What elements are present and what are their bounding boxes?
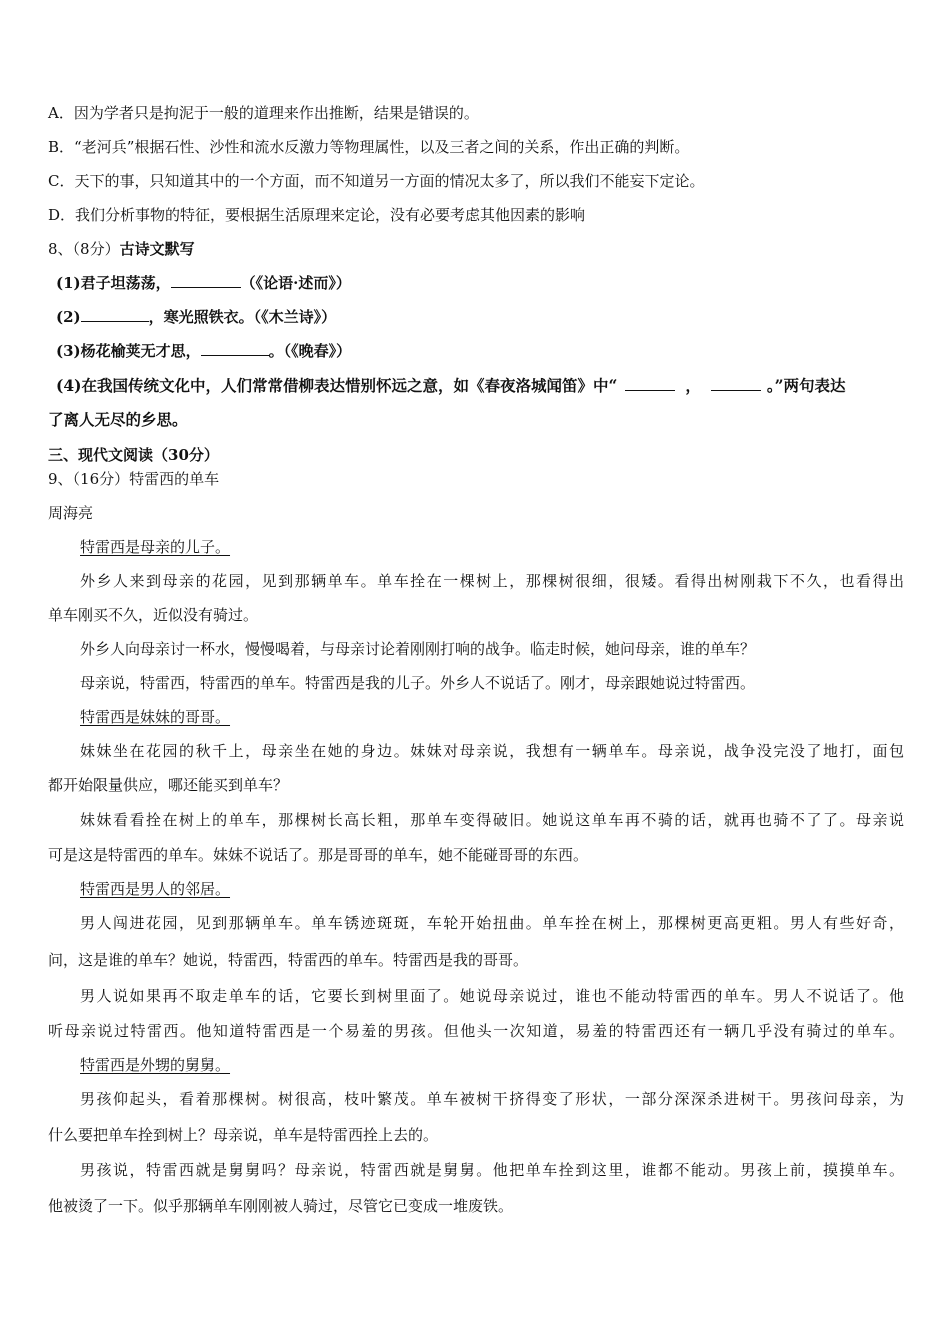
paragraph-5-line-1: 妹妹看看拴在树上的单车，那棵树长高长粗，那单车变得破旧。她说这单车再不骑的话，就再也骑不了了。母亲说: [80, 811, 904, 829]
option-b: B．“老河兵”根据石性、沙性和流水反激力等物理属性，以及三者之间的关系，作出正确的判断。: [48, 138, 690, 156]
dictation-item-1: [56, 273, 351, 293]
dictation-item-4-ending: 。”两句表达: [766, 376, 846, 395]
paragraph-9-line-2: 他被烫了一下。似乎那辆单车刚刚被人骑过，尽管它已变成一堆废铁。: [48, 1197, 514, 1215]
paragraph-2: 外乡人向母亲讨一杯水，慢慢喝着，与母亲讨论着刚刚打响的战争。临走时候，她问母亲，谁的单车？: [80, 640, 756, 658]
answer-blank[interactable]: [171, 273, 241, 288]
paragraph-1-line-2: 单车刚买不久，近似没有骑过。: [48, 606, 259, 624]
dictation-item-4-comma: ，: [685, 376, 701, 395]
question-8-heading: [48, 239, 195, 259]
option-a: A．因为学者只是拘泥于一般的道理来作出推断，结果是错误的。: [48, 104, 479, 122]
option-d: D．我们分析事物的特征，要根据生活原理来定论，没有必要考虑其他因素的影响: [48, 206, 586, 224]
subtitle-2: 特雷西是妹妹的哥哥。: [80, 708, 231, 726]
dictation-item-4-continued: 了离人无尽的乡思。: [48, 410, 188, 429]
paragraph-7-line-2: 听母亲说过特雷西。他知道特雷西是一个易羞的男孩。但他头一次知道，易羞的特雷西还有一辆几乎没有骑过的单车。: [48, 1022, 904, 1040]
answer-blank[interactable]: [625, 376, 675, 391]
question-8-number: 8、（8分）: [48, 240, 120, 258]
paragraph-6-line-1: 男人闯进花园，见到那辆单车。单车锈迹斑斑，车轮开始扭曲。单车拴在树上，那棵树更高更粗。男人有些好奇，: [80, 914, 904, 932]
paragraph-4-line-2: 都开始限量供应，哪还能买到单车？: [48, 776, 289, 794]
subtitle-3: 特雷西是男人的邻居。: [80, 880, 231, 898]
answer-blank[interactable]: [201, 341, 269, 356]
paragraph-7-line-1: 男人说如果再不取走单车的话，它要长到树里面了。她说母亲说过，谁也不能动特雷西的单车。男人不说话了。他: [80, 987, 904, 1005]
option-c: C．天下的事，只知道其中的一个方面，而不知道另一方面的情况太多了，所以我们不能妄下定论。: [48, 172, 705, 190]
paragraph-6-line-2: 问，这是谁的单车？她说，特雷西，特雷西的单车。特雷西是我的哥哥。: [48, 951, 529, 969]
paragraph-8-line-1: 男孩仰起头，看着那棵树。树很高，枝叶繁茂。单车被树干挤得变了形状，一部分深深杀进树干。男孩问母亲，为: [80, 1090, 904, 1108]
paragraph-8-line-2: 什么要把单车拴到树上？母亲说，单车是特雷西拴上去的。: [48, 1126, 439, 1144]
section-3-title: 三、现代文阅读（30分）: [48, 446, 219, 464]
paragraph-3: 母亲说，特雷西，特雷西的单车。特雷西是我的儿子。外乡人不说话了。刚才，母亲跟她说过特雷西。: [80, 674, 756, 692]
answer-blank[interactable]: [711, 376, 761, 391]
dictation-item-3-source: 。（《晚春》）: [268, 342, 352, 360]
dictation-item-1-source: （《论语·述而》）: [240, 274, 351, 292]
question-9-heading: 9、（16分）特雷西的单车: [48, 470, 220, 488]
dictation-item-4: [56, 376, 846, 396]
dictation-item-4-text: (4)在我国传统文化中，人们常常借柳表达惜别怀远之意，如《春夜洛城闻笛》中“: [56, 376, 618, 395]
dictation-item-3-text: (3)杨花榆荚无才思，: [56, 342, 201, 360]
paragraph-4-line-1: 妹妹坐在花园的秋千上，母亲坐在她的身边。妹妹对母亲说，我想有一辆单车。母亲说，战争没完没了地打，面包: [80, 742, 904, 760]
dictation-item-2-label: (2): [56, 308, 81, 326]
dictation-item-1-text: (1)君子坦荡荡，: [56, 274, 171, 292]
article-author: 周海亮: [48, 504, 94, 522]
dictation-item-2-text: ，寒光照铁衣。（《木兰诗》）: [148, 308, 337, 326]
paragraph-5-line-2: 可是这是特雷西的单车。妹妹不说话了。那是哥哥的单车，她不能碰哥哥的东西。: [48, 846, 589, 864]
paragraph-1-line-1: 外乡人来到母亲的花园，见到那辆单车。单车拴在一棵树上，那棵树很细，很矮。看得出树刚栽下不久，也看得出: [80, 572, 904, 590]
dictation-item-3: [56, 341, 351, 361]
dictation-item-2: [56, 307, 336, 327]
question-8-title: 古诗文默写: [119, 240, 195, 258]
subtitle-4: 特雷西是外甥的舅舅。: [80, 1056, 231, 1074]
subtitle-1: 特雷西是母亲的儿子。: [80, 538, 231, 556]
paragraph-9-line-1: 男孩说，特雷西就是舅舅吗？母亲说，特雷西就是舅舅。他把单车拴到这里，谁都不能动。男孩上前，摸摸单车。: [80, 1161, 904, 1179]
answer-blank[interactable]: [81, 307, 149, 322]
